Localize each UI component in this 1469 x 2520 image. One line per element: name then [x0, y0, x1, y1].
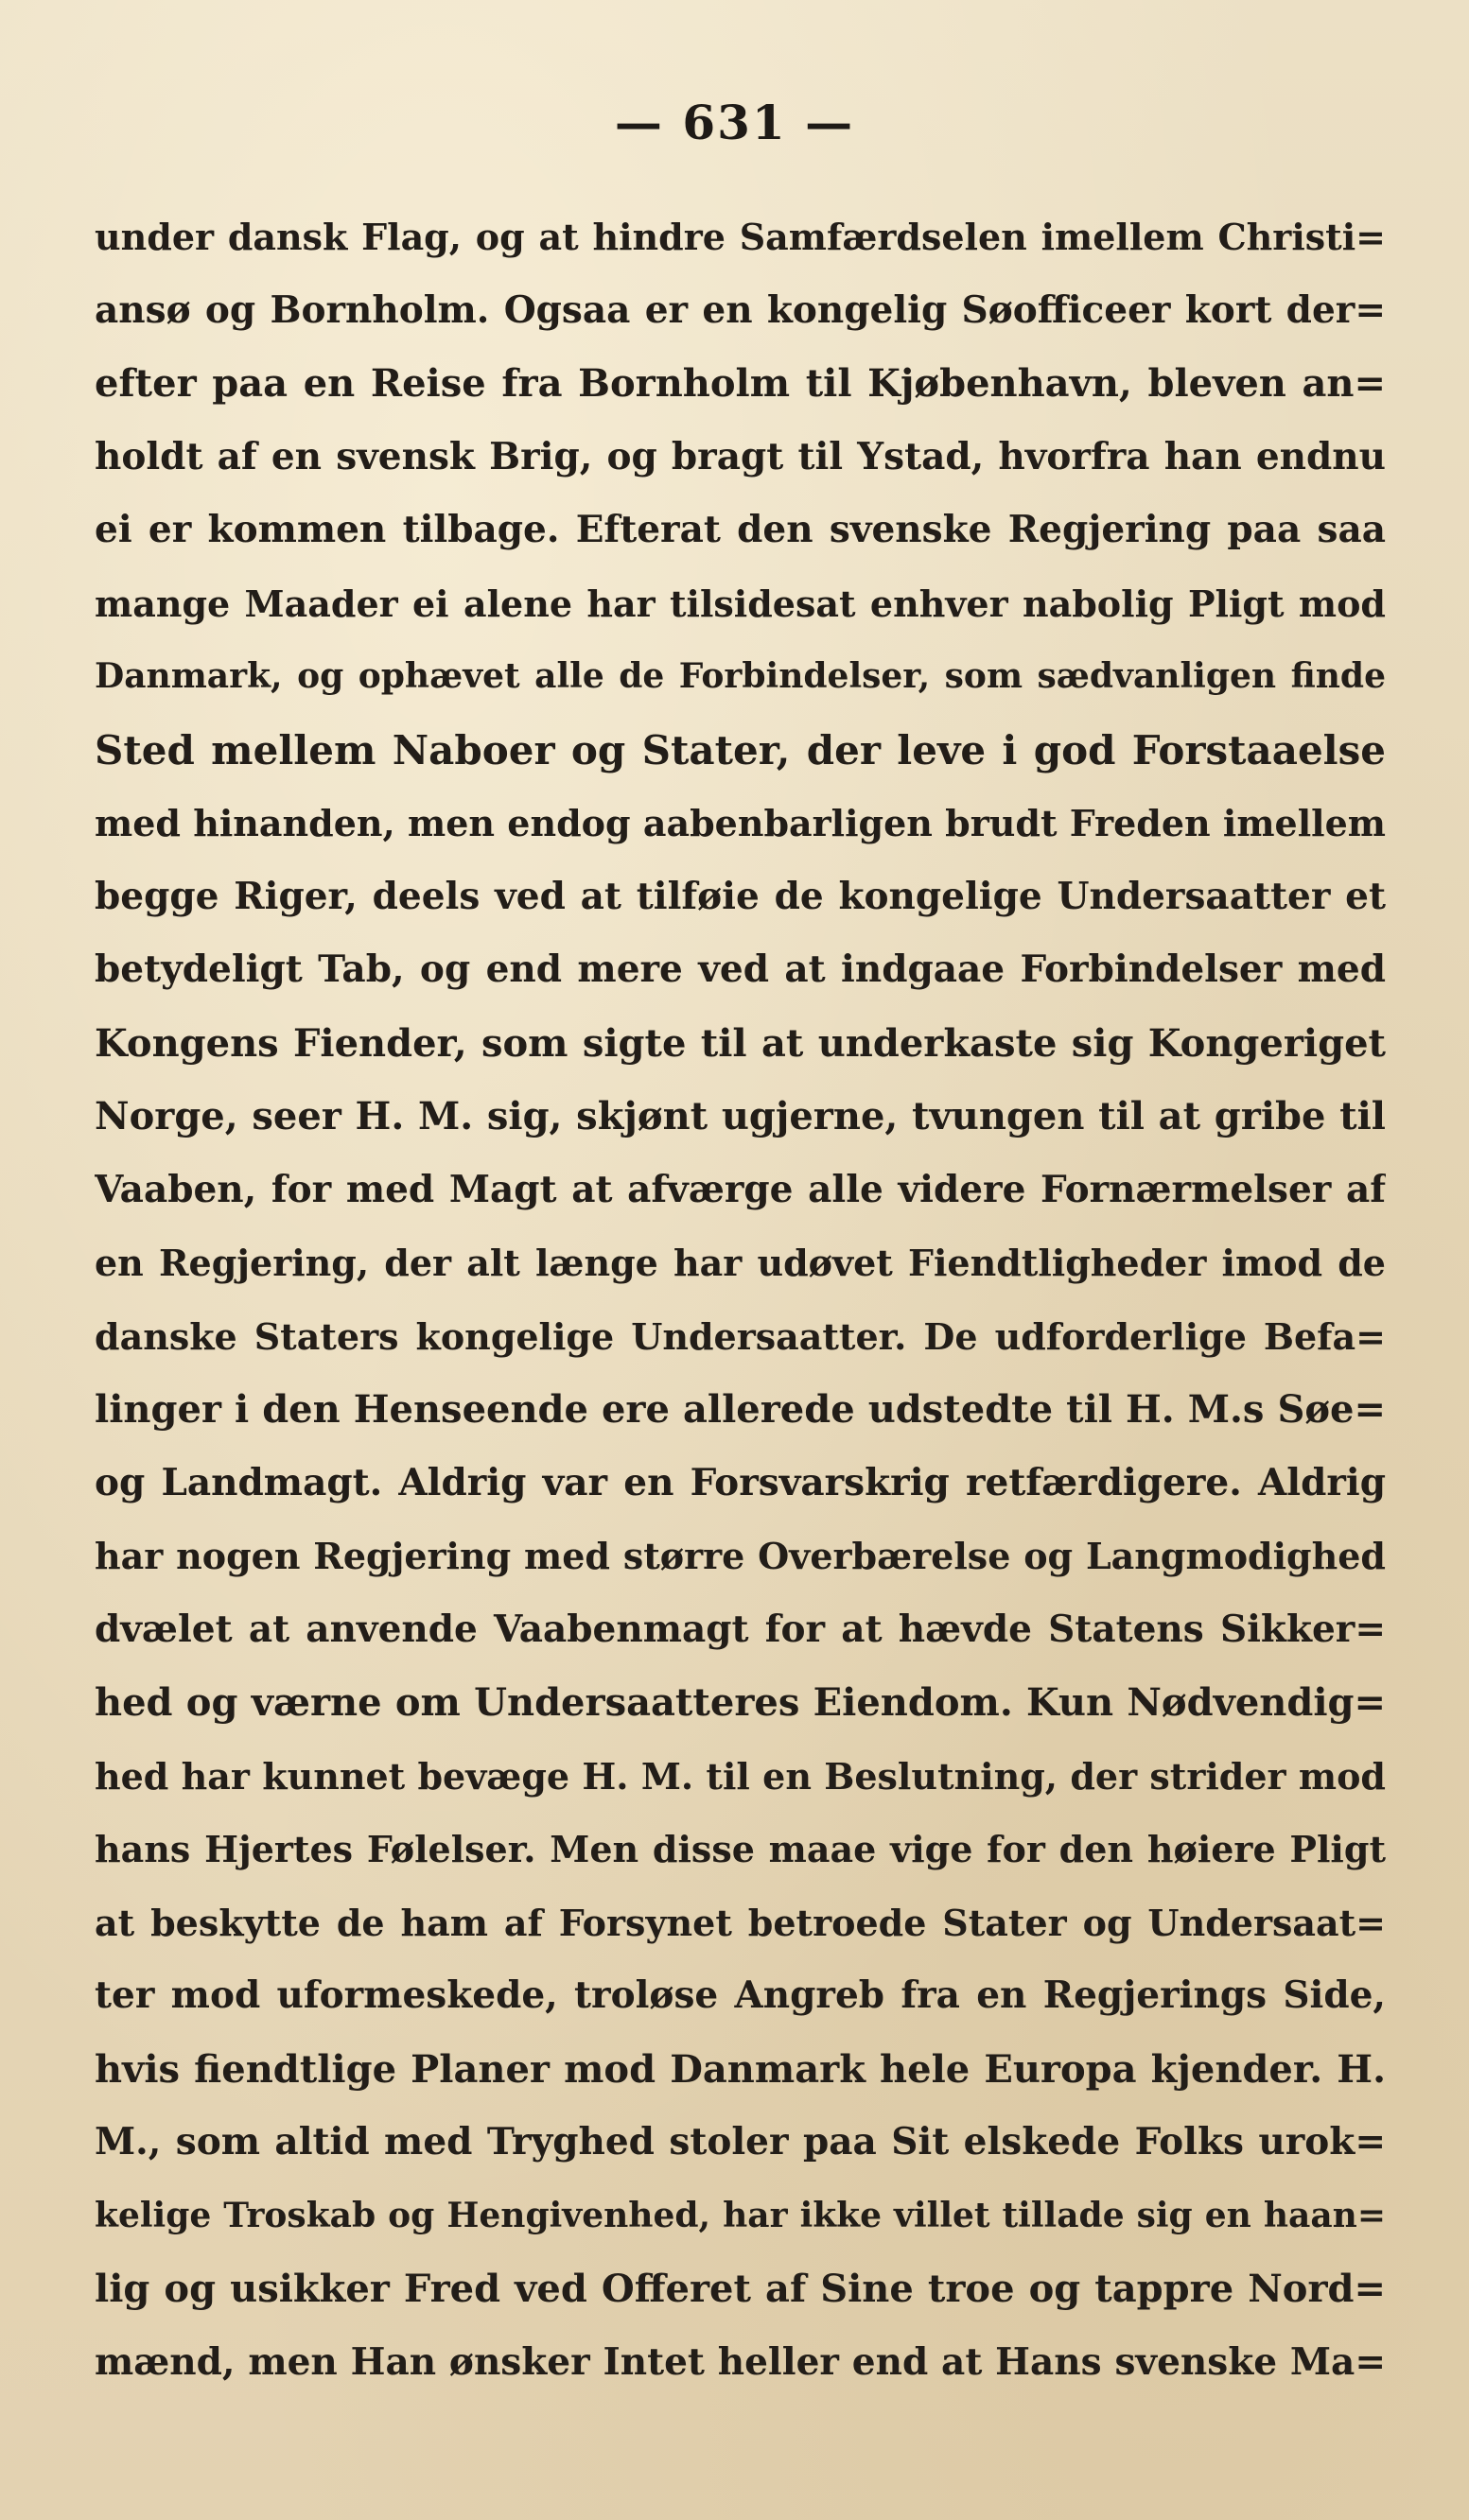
text-line: Kongens Fiender, som sigte til at underkaste sig Kongeriget	[95, 1020, 1386, 1066]
body-text	[95, 200, 1386, 2399]
text-line: Vaaben, for med Magt at afværge alle videre Fornærmelser af	[95, 1167, 1386, 1211]
page-number: — 631 —	[614, 95, 855, 150]
text-line: M., som altid med Tryghed stoler paa Sit elskede Folks urok=	[95, 2120, 1386, 2164]
text-line: dvælet at anvende Vaabenmagt for at hævde Statens Sikker=	[95, 1607, 1386, 1651]
text-line: mænd, men Han ønsker Intet heller end at Hans svenske Ma=	[95, 2339, 1386, 2384]
text-line: danske Staters kongelige Undersaatter. De udforderlige Befa=	[95, 1314, 1386, 1358]
text-line: lig og usikker Fred ved Offeret af Sine troe og tappre Nord=	[95, 2267, 1386, 2311]
text-line: hed har kunnet bevæge H. M. til en Beslutning, der strider mod	[95, 1754, 1386, 1798]
text-line: begge Riger, deels ved at tilføie de kongelige Undersaatter et	[95, 874, 1386, 918]
text-line: ansø og Bornholm. Ogsaa er en kongelig Søofficeer kort der=	[95, 287, 1386, 332]
text-line: ei er kommen tilbage. Efterat den svenske Regjering paa saa	[95, 508, 1386, 551]
text-line: Norge, seer H. M. sig, skjønt ugjerne, tvungen til at gribe til	[95, 1094, 1386, 1138]
text-line: en Regjering, der alt længe har udøvet Fiendtligheder imod de	[95, 1242, 1386, 1284]
text-line: betydeligt Tab, og end mere ved at indgaae Forbindelser med	[95, 947, 1386, 991]
text-line: hed og værne om Undersaatteres Eiendom. Kun Nødvendig=	[95, 1680, 1386, 1725]
text-line: Danmark, og ophævet alle de Forbindelser, som sædvanligen finde	[95, 656, 1386, 696]
text-line: har nogen Regjering med større Overbærelse og Langmodighed	[95, 1535, 1386, 1577]
text-line: linger i den Henseende ere allerede udstedte til H. M.s Søe=	[95, 1387, 1386, 1432]
text-line: kelige Troskab og Hengivenhed, har ikke villet tillade sig en haan=	[95, 2195, 1386, 2235]
text-line: hvis fiendtlige Planer mod Danmark hele Europa kjender. H.	[95, 2046, 1386, 2092]
text-line: efter paa en Reise fra Bornholm til Kjøbenhavn, bleven an=	[95, 361, 1386, 406]
text-line: og Landmagt. Aldrig var en Forsvarskrig retfærdigere. Aldrig	[95, 1460, 1386, 1504]
text-line: hans Hjertes Følelser. Men disse maae vige for den høiere Pligt	[95, 1828, 1386, 1870]
text-line: under dansk Flag, og at hindre Samfærdselen imellem Christi=	[95, 216, 1386, 258]
text-line: mange Maader ei alene har tilsidesat enhver nabolig Pligt mod	[95, 582, 1386, 625]
text-line: at beskytte de ham af Forsynet betroede Stater og Undersaat=	[95, 1901, 1386, 1944]
text-line: holdt af en svensk Brig, og bragt til Ystad, hvorfra han endnu	[95, 434, 1386, 478]
text-line: ter mod uformeskede, troløse Angreb fra en Regjerings Side,	[95, 1973, 1386, 2017]
text-line: Sted mellem Naboer og Stater, der leve i god Forstaaelse	[95, 726, 1386, 773]
text-line: med hinanden, men endog aabenbarligen brudt Freden imellem	[95, 802, 1386, 844]
